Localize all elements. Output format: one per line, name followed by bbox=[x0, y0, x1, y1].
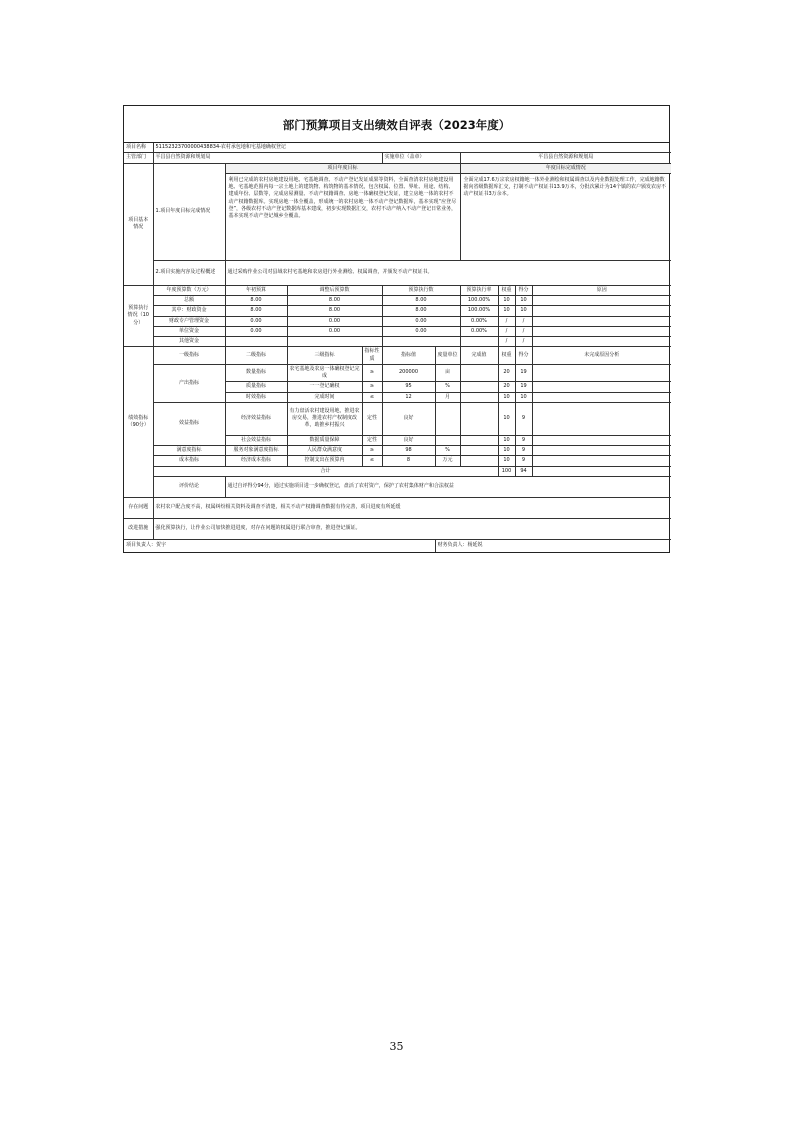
budget-row-score: 10 bbox=[515, 306, 532, 316]
perf-value: 200000 bbox=[382, 364, 435, 382]
perf-reason bbox=[532, 446, 671, 456]
budget-row-weight: 10 bbox=[498, 306, 515, 316]
goal-text: 利用已完成的农村房地建设用地、宅基地调查、不动产登记发证成果等资料，全面查清农村房地建设用地、宅基地范围内每一宗土地上的建筑物、构筑物的基本情况，包含权属、位置、界址、用途、结构、建成年份、层数等，完成房屋测量、不动产权籍调查、房地一体确权登记发证，建立房地一体的农村不动产权籍数据库。实现房地一体全覆盖，形成统一的农村房地一体不动产登记数据库，基本实现“应登尽登”，各级农村不动产登记数据库基本建成，初步实现数据汇交，农村不动产纳入不动产登记日常业务，基本实现不动产登记城乡全覆盖。 bbox=[225, 173, 460, 260]
perf-head-weight: 权重 bbox=[498, 347, 515, 365]
basic-label: 项目基本情况 bbox=[124, 163, 153, 285]
done-text: 全面完成17.6万宗农房权籍地一体外业测绘和权属调查以及内业数据处理工作，完成地籍数据向省级数据库汇交，打制不动产权证书13.9万本，分批次累计为14个镇的农户颁发农房不动产权证书3万余本。 bbox=[460, 173, 671, 260]
goal-col-header: 项目年度目标 bbox=[225, 163, 460, 173]
output-label: 产出指标 bbox=[153, 364, 225, 402]
finance-cell bbox=[435, 539, 671, 552]
budget-row-executed: 0.00 bbox=[382, 316, 460, 326]
perf-weight: 10 bbox=[498, 446, 515, 456]
perf-l2: 经济效益指标 bbox=[225, 402, 287, 435]
perf-done bbox=[460, 364, 498, 382]
perf-nature: 定性 bbox=[362, 402, 382, 435]
perf-done bbox=[460, 446, 498, 456]
perf-l3: 数据质量保障 bbox=[287, 435, 362, 445]
perf-l2: 质量指标 bbox=[225, 382, 287, 392]
budget-row-reason bbox=[532, 296, 671, 306]
perf-l3: 完成时间 bbox=[287, 392, 362, 402]
perf-value: 95 bbox=[382, 382, 435, 392]
perf-l2: 数量指标 bbox=[225, 364, 287, 382]
budget-row-executed: 0.00 bbox=[382, 326, 460, 336]
budget-row-name: 总额 bbox=[153, 296, 225, 306]
perf-unit: 亩 bbox=[435, 364, 460, 382]
budget-head-executed: 预算执行数 bbox=[382, 285, 460, 295]
perf-score: 9 bbox=[515, 446, 532, 456]
perf-nature: ≤ bbox=[362, 392, 382, 402]
issue-label: 存在问题 bbox=[124, 497, 153, 518]
perf-head-value: 指标值 bbox=[382, 347, 435, 365]
perf-done bbox=[460, 392, 498, 402]
perf-row bbox=[124, 456, 671, 466]
perf-value: 98 bbox=[382, 446, 435, 456]
perf-head-score: 得分 bbox=[515, 347, 532, 365]
budget-row bbox=[124, 337, 671, 347]
leader-name: 贺宇 bbox=[156, 542, 167, 549]
budget-head-adjusted: 调整后预算数 bbox=[287, 285, 382, 295]
budget-row-reason bbox=[532, 337, 671, 347]
perf-l3: 一一登记确权 bbox=[287, 382, 362, 392]
perf-done bbox=[460, 382, 498, 392]
budget-row-score: 10 bbox=[515, 296, 532, 306]
budget-row-executed: 8.00 bbox=[382, 296, 460, 306]
budget-head-reason: 原因 bbox=[532, 285, 671, 295]
total-label: 合计 bbox=[153, 466, 498, 476]
project-name-value: 51152323700000438834-农村承包地和宅基地确权登记 bbox=[153, 143, 671, 153]
budget-row-adjusted bbox=[287, 337, 382, 347]
budget-row-initial bbox=[225, 337, 287, 347]
perf-row bbox=[124, 364, 671, 382]
budget-row-rate: 100.00% bbox=[460, 296, 498, 306]
evaluation-table bbox=[124, 143, 671, 552]
budget-row-score: / bbox=[515, 326, 532, 336]
budget-row-name: 其他资金 bbox=[153, 337, 225, 347]
benefit-label: 效益指标 bbox=[153, 402, 225, 445]
perf-unit: 月 bbox=[435, 392, 460, 402]
perf-unit bbox=[435, 402, 460, 435]
budget-row-initial: 8.00 bbox=[225, 306, 287, 316]
dept-value: 平昌县自然资源和规划局 bbox=[153, 153, 382, 163]
leader-label: 项目负责人： bbox=[126, 542, 157, 549]
perf-weight: 20 bbox=[498, 382, 515, 392]
perf-nature: ≥ bbox=[362, 364, 382, 382]
budget-row-weight: 10 bbox=[498, 296, 515, 306]
project-name-label: 项目名称 bbox=[124, 143, 153, 153]
total-weight: 100 bbox=[498, 466, 515, 476]
budget-row-executed bbox=[382, 337, 460, 347]
perf-head-l2: 二级指标 bbox=[225, 347, 287, 365]
perf-l2: 服务对象满意度指标 bbox=[225, 446, 287, 456]
perf-score: 10 bbox=[515, 392, 532, 402]
perf-reason bbox=[532, 456, 671, 466]
perf-nature: ≥ bbox=[362, 446, 382, 456]
budget-row-score: / bbox=[515, 316, 532, 326]
perf-score: 9 bbox=[515, 435, 532, 445]
perf-value: 良好 bbox=[382, 402, 435, 435]
budget-head-year: 年度预算数（万元） bbox=[153, 285, 225, 295]
perf-reason bbox=[532, 382, 671, 392]
budget-row-name: 单位资金 bbox=[153, 326, 225, 336]
perf-l1: 满意度指标 bbox=[153, 446, 225, 456]
perf-nature: 定性 bbox=[362, 435, 382, 445]
perf-l2: 社会效益指标 bbox=[225, 435, 287, 445]
fix-text: 强化预算执行，让作业公司加快推进进度，对存在问题的权属进行联合审查，推进登记颁证。 bbox=[153, 518, 671, 539]
eval-text: 通过自评得分94分，通过实施项目进一步确权登记，盘活了农村资产，保护了农村集体财产和合法权益 bbox=[225, 476, 671, 497]
leader-cell bbox=[124, 539, 435, 552]
perf-score: 19 bbox=[515, 364, 532, 382]
perf-row bbox=[124, 446, 671, 456]
total-row bbox=[124, 466, 671, 476]
budget-row-rate: 100.00% bbox=[460, 306, 498, 316]
perf-head-l1: 一级指标 bbox=[153, 347, 225, 365]
budget-head-score: 得分 bbox=[515, 285, 532, 295]
budget-row-initial: 8.00 bbox=[225, 296, 287, 306]
budget-row bbox=[124, 316, 671, 326]
budget-row-weight: / bbox=[498, 326, 515, 336]
budget-row-adjusted: 8.00 bbox=[287, 296, 382, 306]
perf-value: 12 bbox=[382, 392, 435, 402]
budget-head-rate: 预算执行率 bbox=[460, 285, 498, 295]
perf-unit: 万元 bbox=[435, 456, 460, 466]
perf-done bbox=[460, 402, 498, 435]
budget-row-adjusted: 0.00 bbox=[287, 316, 382, 326]
budget-label: 预算执行情况（10分） bbox=[124, 285, 153, 347]
perf-done bbox=[460, 435, 498, 445]
perf-reason bbox=[532, 364, 671, 382]
form-title: 部门预算项目支出绩效自评表（2023年度） bbox=[124, 106, 669, 143]
perf-weight: 20 bbox=[498, 364, 515, 382]
perf-score: 19 bbox=[515, 382, 532, 392]
perf-nature: ≥ bbox=[362, 382, 382, 392]
budget-row-initial: 0.00 bbox=[225, 326, 287, 336]
budget-row-executed: 8.00 bbox=[382, 306, 460, 316]
perf-row bbox=[124, 402, 671, 435]
budget-row-rate: 0.00% bbox=[460, 326, 498, 336]
perf-l1: 成本指标 bbox=[153, 456, 225, 466]
impl-label: 实施单位（盖章） bbox=[382, 153, 460, 163]
budget-row bbox=[124, 326, 671, 336]
budget-row-name: 其中：财政资金 bbox=[153, 306, 225, 316]
impl-value: 平昌县自然资源和规划局 bbox=[460, 153, 671, 163]
perf-unit: % bbox=[435, 382, 460, 392]
content-text: 通过采购作业公司对县域农村宅基地和农房进行外业测绘、权属调查，并颁发不动产权证书。 bbox=[225, 260, 671, 285]
perf-l2: 经济成本指标 bbox=[225, 456, 287, 466]
finance-name: 杨延锐 bbox=[467, 542, 483, 549]
perf-unit bbox=[435, 435, 460, 445]
budget-row-adjusted: 0.00 bbox=[287, 326, 382, 336]
perf-weight: 10 bbox=[498, 435, 515, 445]
budget-row-initial: 0.00 bbox=[225, 316, 287, 326]
budget-head-weight: 权重 bbox=[498, 285, 515, 295]
budget-row-weight: / bbox=[498, 337, 515, 347]
budget-row-name: 财政专户管理资金 bbox=[153, 316, 225, 326]
perf-l2: 时效指标 bbox=[225, 392, 287, 402]
perf-score: 9 bbox=[515, 456, 532, 466]
perf-nature: ≤ bbox=[362, 456, 382, 466]
budget-row-rate bbox=[460, 337, 498, 347]
perf-label: 绩效指标（90分） bbox=[124, 347, 153, 498]
finance-label: 财务负责人： bbox=[437, 542, 468, 549]
perf-head-unit: 度量单位 bbox=[435, 347, 460, 365]
content-label: 2.项目实施内容及过程概述 bbox=[153, 260, 225, 285]
perf-head-done: 完成值 bbox=[460, 347, 498, 365]
evaluation-form bbox=[123, 105, 670, 553]
budget-head-initial: 年初预算 bbox=[225, 285, 287, 295]
perf-l3: 人民群众满意度 bbox=[287, 446, 362, 456]
total-score: 94 bbox=[515, 466, 532, 476]
budget-row-score: / bbox=[515, 337, 532, 347]
perf-reason bbox=[532, 435, 671, 445]
budget-row-reason bbox=[532, 326, 671, 336]
perf-done bbox=[460, 456, 498, 466]
fix-label: 改进措施 bbox=[124, 518, 153, 539]
perf-unit: % bbox=[435, 446, 460, 456]
perf-weight: 10 bbox=[498, 392, 515, 402]
perf-weight: 10 bbox=[498, 456, 515, 466]
perf-reason bbox=[532, 392, 671, 402]
budget-row bbox=[124, 306, 671, 316]
perf-head-l3: 三级指标 bbox=[287, 347, 362, 365]
perf-value: 良好 bbox=[382, 435, 435, 445]
issue-text: 农村农户配合度不高，权属纠纷相关资料及调查不清楚，相关不动产权籍调查数据有待完善，项目进度有所延缓 bbox=[153, 497, 671, 518]
perf-reason bbox=[532, 402, 671, 435]
perf-weight: 10 bbox=[498, 402, 515, 435]
perf-value: 8 bbox=[382, 456, 435, 466]
goal-label: 1.项目年度目标完成情况 bbox=[153, 163, 225, 260]
done-col-header: 年度目标完成情况 bbox=[460, 163, 671, 173]
total-reason bbox=[532, 466, 671, 476]
budget-row-reason bbox=[532, 306, 671, 316]
page-number: 35 bbox=[389, 1040, 404, 1053]
budget-row-rate: 0.00% bbox=[460, 316, 498, 326]
perf-head-reason: 未完成原因分析 bbox=[532, 347, 671, 365]
perf-head-nature: 指标性质 bbox=[362, 347, 382, 365]
budget-row bbox=[124, 296, 671, 306]
perf-score: 9 bbox=[515, 402, 532, 435]
budget-row-reason bbox=[532, 316, 671, 326]
perf-l3: 有力盘活农村建设用地，推进农房交易，推进农村产权制度改革，助推乡村振兴 bbox=[287, 402, 362, 435]
eval-label: 评价结论 bbox=[153, 476, 225, 497]
perf-l3: 农宅基地及农房一体确权登记完成 bbox=[287, 364, 362, 382]
dept-label: 主管部门 bbox=[124, 153, 153, 163]
budget-row-adjusted: 8.00 bbox=[287, 306, 382, 316]
perf-l3: 控制支出在预算内 bbox=[287, 456, 362, 466]
budget-row-weight: / bbox=[498, 316, 515, 326]
